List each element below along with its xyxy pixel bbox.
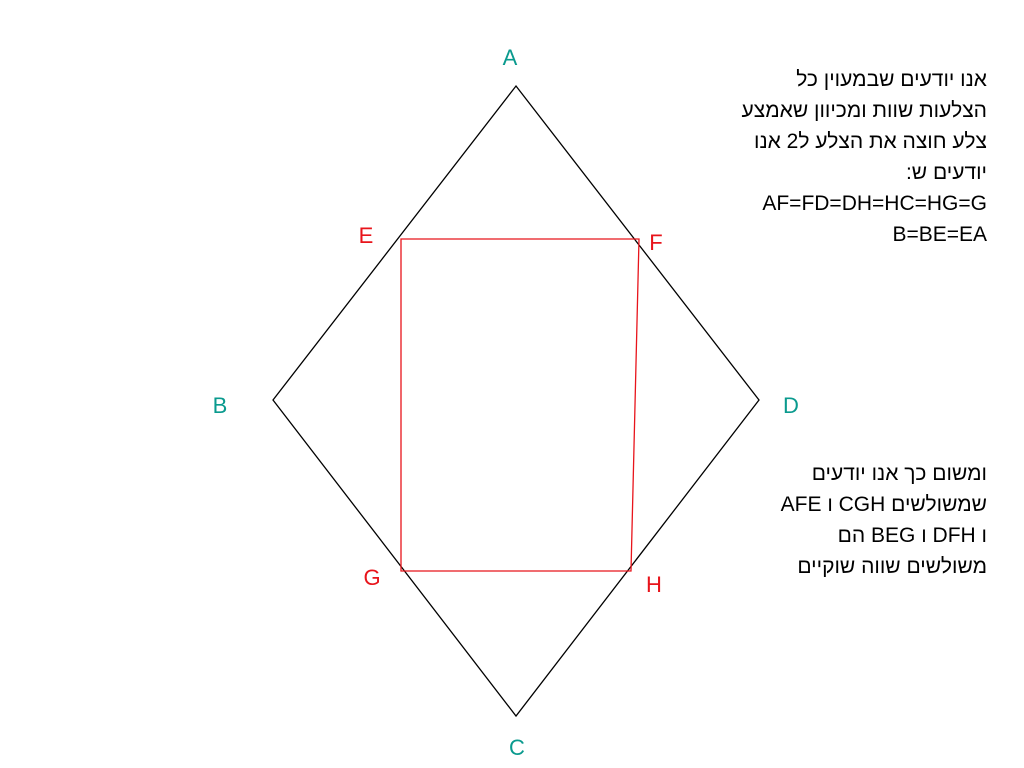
explanation-2-line-1: ומשום כך אנו יודעים	[811, 462, 987, 485]
explanation-2-line-4: משולשים שווה שוקיים	[797, 555, 987, 578]
explanation-1-line-4: יודעים ש:	[905, 161, 987, 184]
explanation-1-line-2: הצלעות שוות ומכיוון שאמצע	[741, 99, 987, 122]
explanation-2-line-2: שמשולשים CGH ו AFE	[780, 493, 987, 516]
quadrilateral-efhg	[401, 239, 639, 571]
vertex-label-f: F	[649, 230, 663, 255]
explanation-1-equation-line-1: AF=FD=DH=HC=HG=G	[762, 192, 987, 215]
vertex-label-h: H	[646, 572, 662, 597]
explanation-2-line-3: ו DFH ו BEG הם	[837, 524, 987, 547]
vertex-label-c: C	[509, 735, 525, 760]
vertex-label-d: D	[783, 393, 799, 418]
vertex-label-g: G	[363, 565, 381, 590]
explanation-1-line-1: אנו יודעים שבמעוין כל	[796, 68, 987, 91]
explanation-1-equation-line-2: B=BE=EA	[892, 223, 987, 246]
vertex-label-a: A	[502, 45, 518, 70]
vertex-label-e: E	[358, 223, 374, 248]
explanation-1-line-3: צלע חוצה את הצלע ל2 אנו	[753, 130, 987, 153]
explanation-text-2	[687, 458, 987, 582]
explanation-text-1	[687, 64, 987, 250]
vertex-label-b: B	[212, 393, 228, 418]
